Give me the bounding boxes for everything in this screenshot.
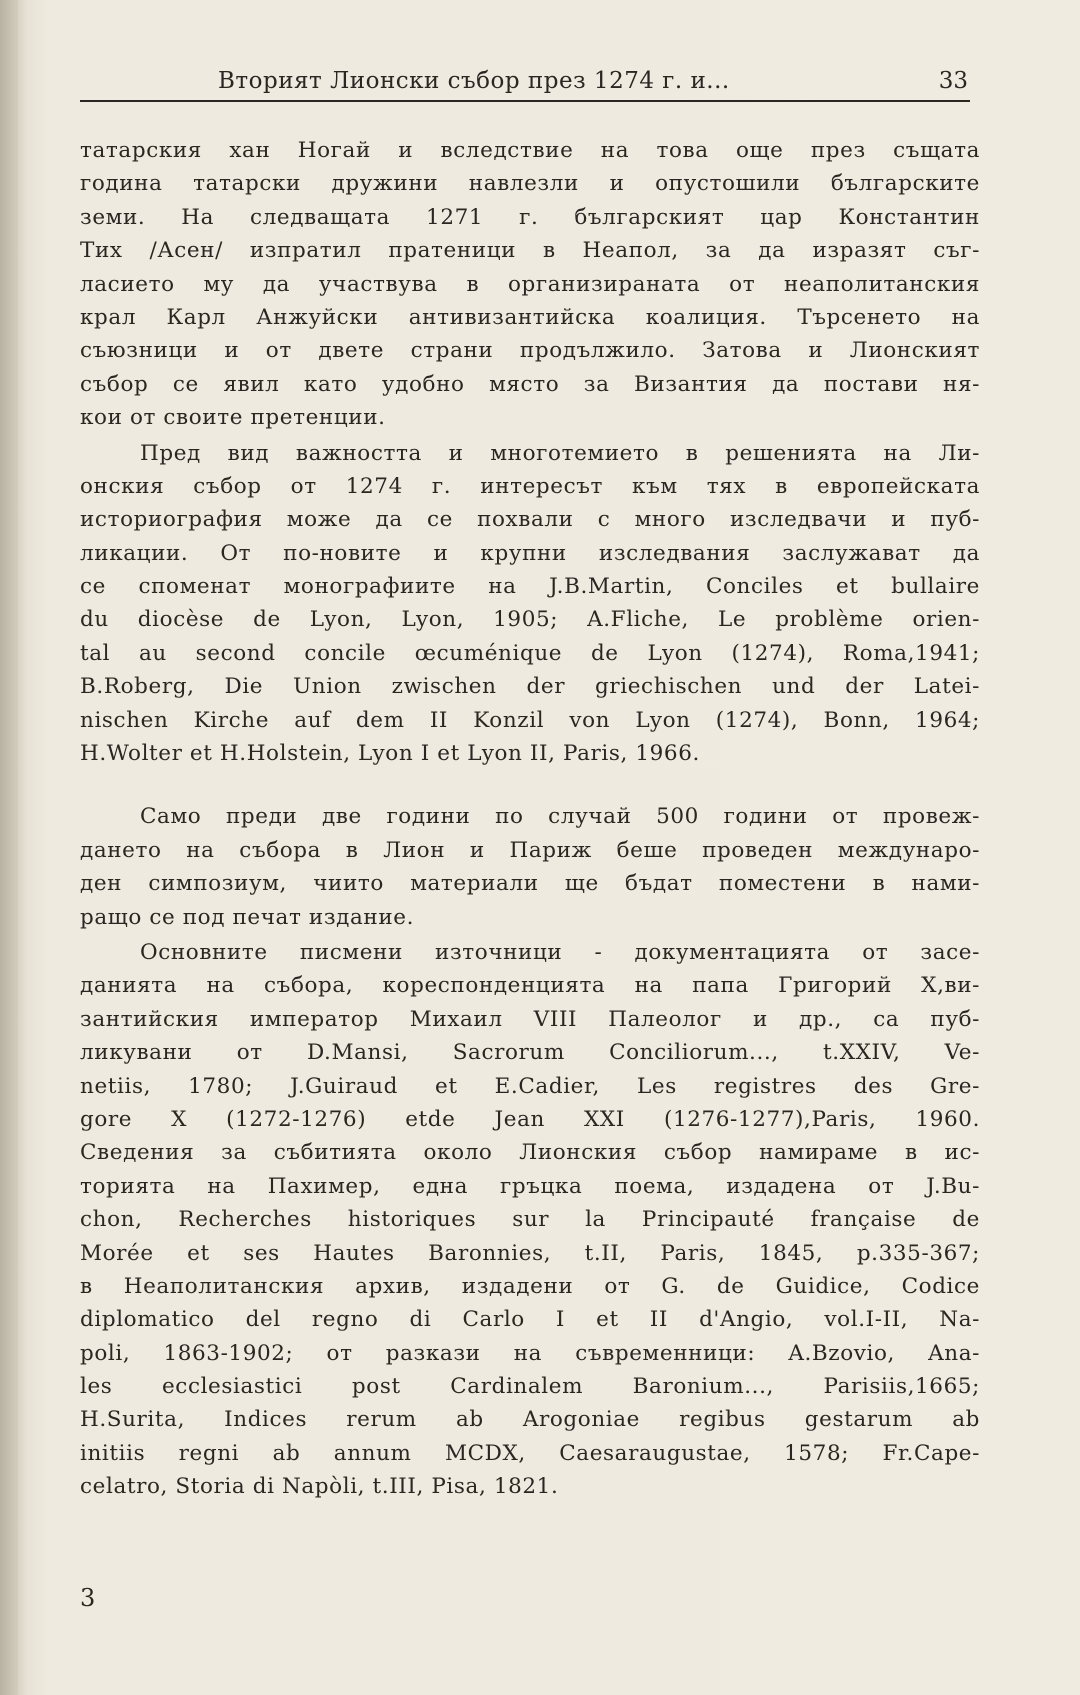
text-line: Пред вид важността и многотемието в решенията на Ли- bbox=[140, 440, 980, 466]
paragraph bbox=[80, 437, 980, 771]
text-line: онския събор от 1274 г. интересът към тях в европейската bbox=[80, 473, 980, 499]
text-line: netiis, 1780; J.Guiraud et E.Cadier, Les registres des Gre- bbox=[80, 1073, 980, 1099]
text-line: крал Карл Анжуйски антивизантийска коалиция. Търсенето на bbox=[80, 304, 980, 330]
text-line: татарския хан Ногай и вследствие на това още през същата bbox=[80, 138, 980, 163]
text-line: кои от своите претенции. bbox=[80, 405, 386, 431]
text-line: poli, 1863-1902; от разкази на съвременници: A.Bzovio, Ana- bbox=[80, 1340, 980, 1366]
text-line: B.Roberg, Die Union zwischen der griechischen und der Latei- bbox=[80, 674, 980, 700]
text-line: celatro, Storia di Napòli, t.III, Pisa, 1821. bbox=[80, 1474, 559, 1500]
paragraph bbox=[80, 936, 980, 1504]
text-line: les ecclesiastici post Cardinalem Baronium..., Parisiis,1665; bbox=[80, 1374, 980, 1400]
text-line: gore X (1272-1276) etde Jean XXI (1276-1277),Paris, 1960. bbox=[80, 1106, 980, 1132]
body-text bbox=[80, 134, 980, 1504]
printer-signature-mark: 3 bbox=[80, 1584, 96, 1612]
text-line: торията на Пахимер, една гръцка поема, издадена от J.Bu- bbox=[80, 1173, 980, 1199]
text-line: Основните писмени източници - документацията от засе- bbox=[140, 939, 980, 965]
page-number: 33 bbox=[938, 68, 968, 94]
text-line: initiis regni ab annum MCDX, Caesaraugustae, 1578; Fr.Cape- bbox=[80, 1440, 980, 1466]
text-line: H.Wolter et H.Holstein, Lyon I et Lyon II, Paris, 1966. bbox=[80, 741, 700, 767]
text-line: nischen Kirche auf dem II Konzil von Lyon (1274), Bonn, 1964; bbox=[80, 707, 980, 733]
paragraph bbox=[80, 800, 980, 934]
text-line: зантийския император Михаил VIII Палеолог и др., са пуб- bbox=[80, 1006, 980, 1032]
text-line: Само преди две години по случай 500 години от провеж- bbox=[140, 804, 980, 830]
text-line: в Неаполитанския архив, издадени от G. de Guidice, Codice bbox=[80, 1273, 980, 1299]
text-line: ден симпозиум, чиито материали ще бъдат поместени в нами- bbox=[80, 871, 980, 897]
text-line: събор се явил като удобно място за Византия да постави ня- bbox=[80, 371, 980, 397]
text-line: земи. На следващата 1271 г. българският цар Константин bbox=[80, 204, 980, 230]
text-line: ласието му да участвува в организираната от неаполитанския bbox=[80, 271, 980, 297]
text-line: данията на събора, кореспонденцията на папа Григорий X,ви- bbox=[80, 973, 980, 999]
text-line: Сведения за събитията около Лионския събор намираме в ис- bbox=[80, 1140, 980, 1166]
paragraph-gap bbox=[80, 770, 980, 800]
paragraph bbox=[80, 134, 980, 435]
text-line: година татарски дружини навлезли и опустошили българските bbox=[80, 171, 980, 197]
text-line: съюзници и от двете страни продължило. Затова и Лионският bbox=[80, 338, 980, 364]
text-line: H.Surita, Indices rerum ab Arogoniae regibus gestarum ab bbox=[80, 1407, 980, 1433]
text-line: историография може да се похвали с много изследвачи и пуб- bbox=[80, 507, 980, 533]
binding-shadow bbox=[0, 0, 18, 1695]
text-line: tal au second concile œcuménique de Lyon (1274), Roma,1941; bbox=[80, 640, 980, 666]
text-line: ликации. От по-новите и крупни изследвания заслужават да bbox=[80, 540, 980, 566]
text-line: дането на събора в Лион и Париж беше проведен междунаро- bbox=[80, 837, 980, 863]
text-line: du diocèse de Lyon, Lyon, 1905; A.Fliche, Le problème orien- bbox=[80, 607, 980, 633]
text-line: chon, Recherches historiques sur la Principauté française de bbox=[80, 1207, 980, 1233]
text-line: ликувани от D.Mansi, Sacrorum Conciliorum..., t.XXIV, Ve- bbox=[80, 1040, 980, 1066]
running-title: Вторият Лионски събор през 1274 г. и... bbox=[218, 68, 730, 94]
running-head bbox=[80, 66, 970, 102]
text-line: Тих /Асен/ изпратил пратеници в Неапол, за да изразят съг- bbox=[80, 238, 980, 264]
text-line: се споменат монографиите на J.B.Martin, Conciles et bullaire bbox=[80, 574, 980, 600]
text-line: ращо се под печат издание. bbox=[80, 904, 415, 930]
text-line: Morée et ses Hautes Baronnies, t.II, Paris, 1845, p.335-367; bbox=[80, 1240, 980, 1266]
text-line: diplomatico del regno di Carlo I et II d'Angio, vol.I-II, Na- bbox=[80, 1307, 980, 1333]
